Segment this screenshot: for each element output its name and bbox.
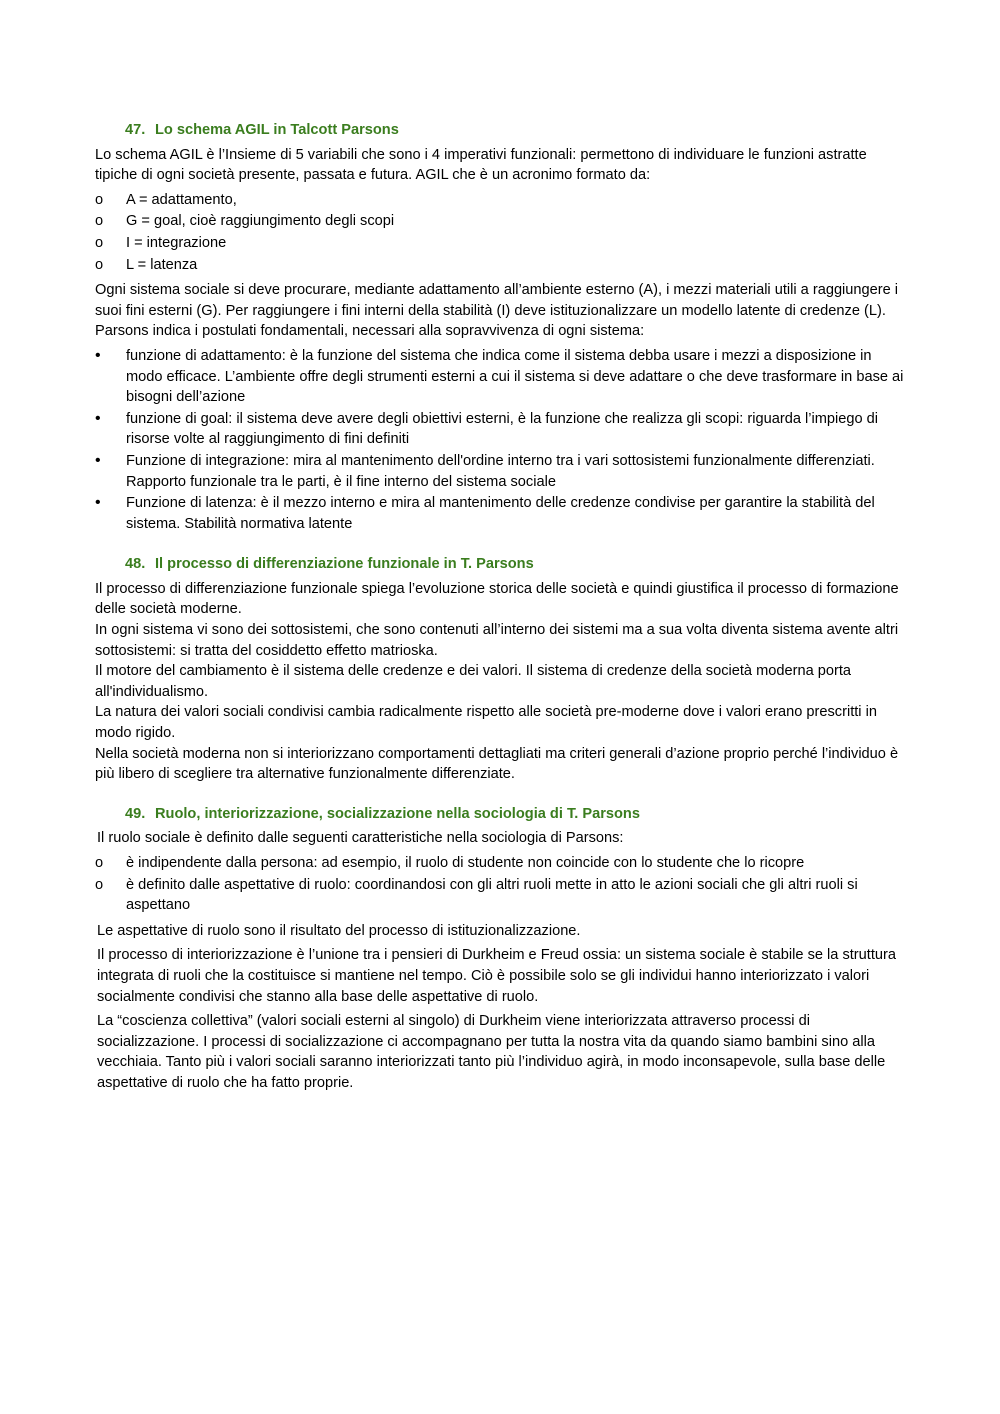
section-47-title: Lo schema AGIL in Talcott Parsons xyxy=(155,122,399,138)
section-47-number: 47. xyxy=(125,122,146,138)
section-49-number: 49. xyxy=(125,805,146,822)
agil-letter-list xyxy=(95,190,905,275)
section-48-paragraph: Il processo di differenziazione funzionale spiega l’evoluzione storica delle società e quindi giustifica il processo di formazione delle società moderne. xyxy=(95,580,899,618)
list-item: • funzione di adattamento: è la funzione del sistema che indica come il sistema debba usare i mezzi a disposizione in modo efficace. L’ambiente offre degli strumenti esterni a cui il sistema si deve adattare o che deve trasformare in base ai bisogni dell’azione xyxy=(95,346,904,406)
dot-bullet-icon: • xyxy=(95,451,101,469)
section-48-paragraph: Nella società moderna non si interiorizzano comportamenti dettagliati ma criteri generali d’azione proprio perché l’individuo è più libero di scegliere tra alternative funzionalmente differenziate. xyxy=(95,745,899,783)
circle-bullet-icon: o xyxy=(95,855,104,871)
section-49-paragraph: La “coscienza collettiva” (valori sociali esterni al singolo) di Durkheim viene interiorizzata attraverso processi di socializzazione. I processi di socializzazione ci accompagnano per tutta la nostra vita da quando siamo bambini sino alla vecchiaia. Tanto più i valori sociali saranno interiorizzati tanto più l’individuo agirà, in modo inconsapevole, sulla base delle aspettative di ruolo che ha fatto proprie. xyxy=(97,1013,886,1091)
circle-bullet-icon: o xyxy=(95,191,104,208)
list-item: • funzione di goal: il sistema deve avere degli obiettivi esterni, è la funzione che realizza gli scopi: riguarda l’impiego di risorse volte al raggiungimento di fini definiti xyxy=(95,409,878,448)
section-48-number: 48. xyxy=(125,556,146,573)
section-48-heading xyxy=(125,552,905,575)
role-characteristics-list xyxy=(95,853,905,916)
dot-bullet-icon: • xyxy=(95,494,101,512)
function-bullet-list xyxy=(95,346,905,534)
section-48-title: Il processo di differenziazione funzionale in T. Parsons xyxy=(155,556,534,573)
list-item: o G = goal, cioè raggiungimento degli scopi xyxy=(95,211,905,232)
list-item: o è indipendente dalla persona: ad esempio, il ruolo di studente non coincide con lo studente che lo ricopre xyxy=(95,853,905,874)
section-47-heading xyxy=(125,118,905,141)
section-49-paragraph: Le aspettative di ruolo sono il risultato del processo di istituzionalizzazione. xyxy=(97,922,581,939)
circle-bullet-icon: o xyxy=(95,234,104,251)
list-item: o L = latenza xyxy=(95,255,905,276)
circle-bullet-icon: o xyxy=(95,876,104,893)
dot-bullet-icon: • xyxy=(95,409,101,427)
section-49-title: Ruolo, interiorizzazione, socializzazione nella sociologia di T. Parsons xyxy=(155,805,640,822)
section-48-paragraph: In ogni sistema vi sono dei sottosistemi, che sono contenuti all’interno dei sistemi ma a sua volta diventa sistema avente altri sottosistemi: si tratta del cosiddetto effetto matrioska. xyxy=(95,622,899,659)
list-item: o I = integrazione xyxy=(95,233,905,254)
document-page xyxy=(95,118,905,1094)
section-47-intro: Lo schema AGIL è l’Insieme di 5 variabili che sono i 4 imperativi funzionali: permettono di individuare le funzioni astratte tipiche di ogni società presente, passata e futura. AGIL che è un acronimo formato da: xyxy=(95,146,867,184)
section-48-paragraph: Il motore del cambiamento è il sistema delle credenze e dei valori. Il sistema di credenze della società moderna porta all'individualismo. xyxy=(95,663,852,700)
list-item: o A = adattamento, xyxy=(95,190,905,211)
section-49-heading xyxy=(125,802,905,825)
list-item: • Funzione di latenza: è il mezzo interno e mira al mantenimento delle credenze condivise per garantire la stabilità del sistema. Stabilità normativa latente xyxy=(95,494,875,532)
section-48-paragraph: La natura dei valori sociali condivisi cambia radicalmente rispetto alle società pre-moderne dove i valori erano prescritti in modo rigido. xyxy=(95,704,877,742)
circle-bullet-icon: o xyxy=(95,256,104,273)
list-item: o è definito dalle aspettative di ruolo: coordinandosi con gli altri ruoli mette in atto le azioni sociali che gli altri ruoli si aspettano xyxy=(95,876,858,914)
dot-bullet-icon: • xyxy=(95,346,101,364)
section-49-paragraph: Il processo di interiorizzazione è l’unione tra i pensieri di Durkheim e Freud ossia: un sistema sociale è stabile se la struttura integrata di ruoli che la costituisce si mantiene nel tempo. Ciò è possibile solo se gli individui hanno interiorizzato i valori socialmente condivisi che stanno alla base delle aspettative di ruolo. xyxy=(97,947,896,1005)
circle-bullet-icon: o xyxy=(95,213,104,230)
section-49-intro: Il ruolo sociale è definito dalle seguenti caratteristiche nella sociologia di Parsons: xyxy=(97,830,624,847)
list-item: • Funzione di integrazione: mira al mantenimento dell'ordine interno tra i vari sottosistemi funzionalmente differenziati. Rapporto funzionale tra le parti, è il fine interno del sistema sociale xyxy=(95,451,875,490)
section-47-paragraph: Ogni sistema sociale si deve procurare, mediante adattamento all’ambiente esterno (A), i mezzi materiali utili a raggiungere i suoi fini esterni (G). Per raggiungere i fini interni della stabilità (I) deve istituzionalizzare un modello latente di credenze (L). Parsons indica i postulati fondamentali, necessari alla sopravvivenza di ogni sistema: xyxy=(95,282,899,340)
